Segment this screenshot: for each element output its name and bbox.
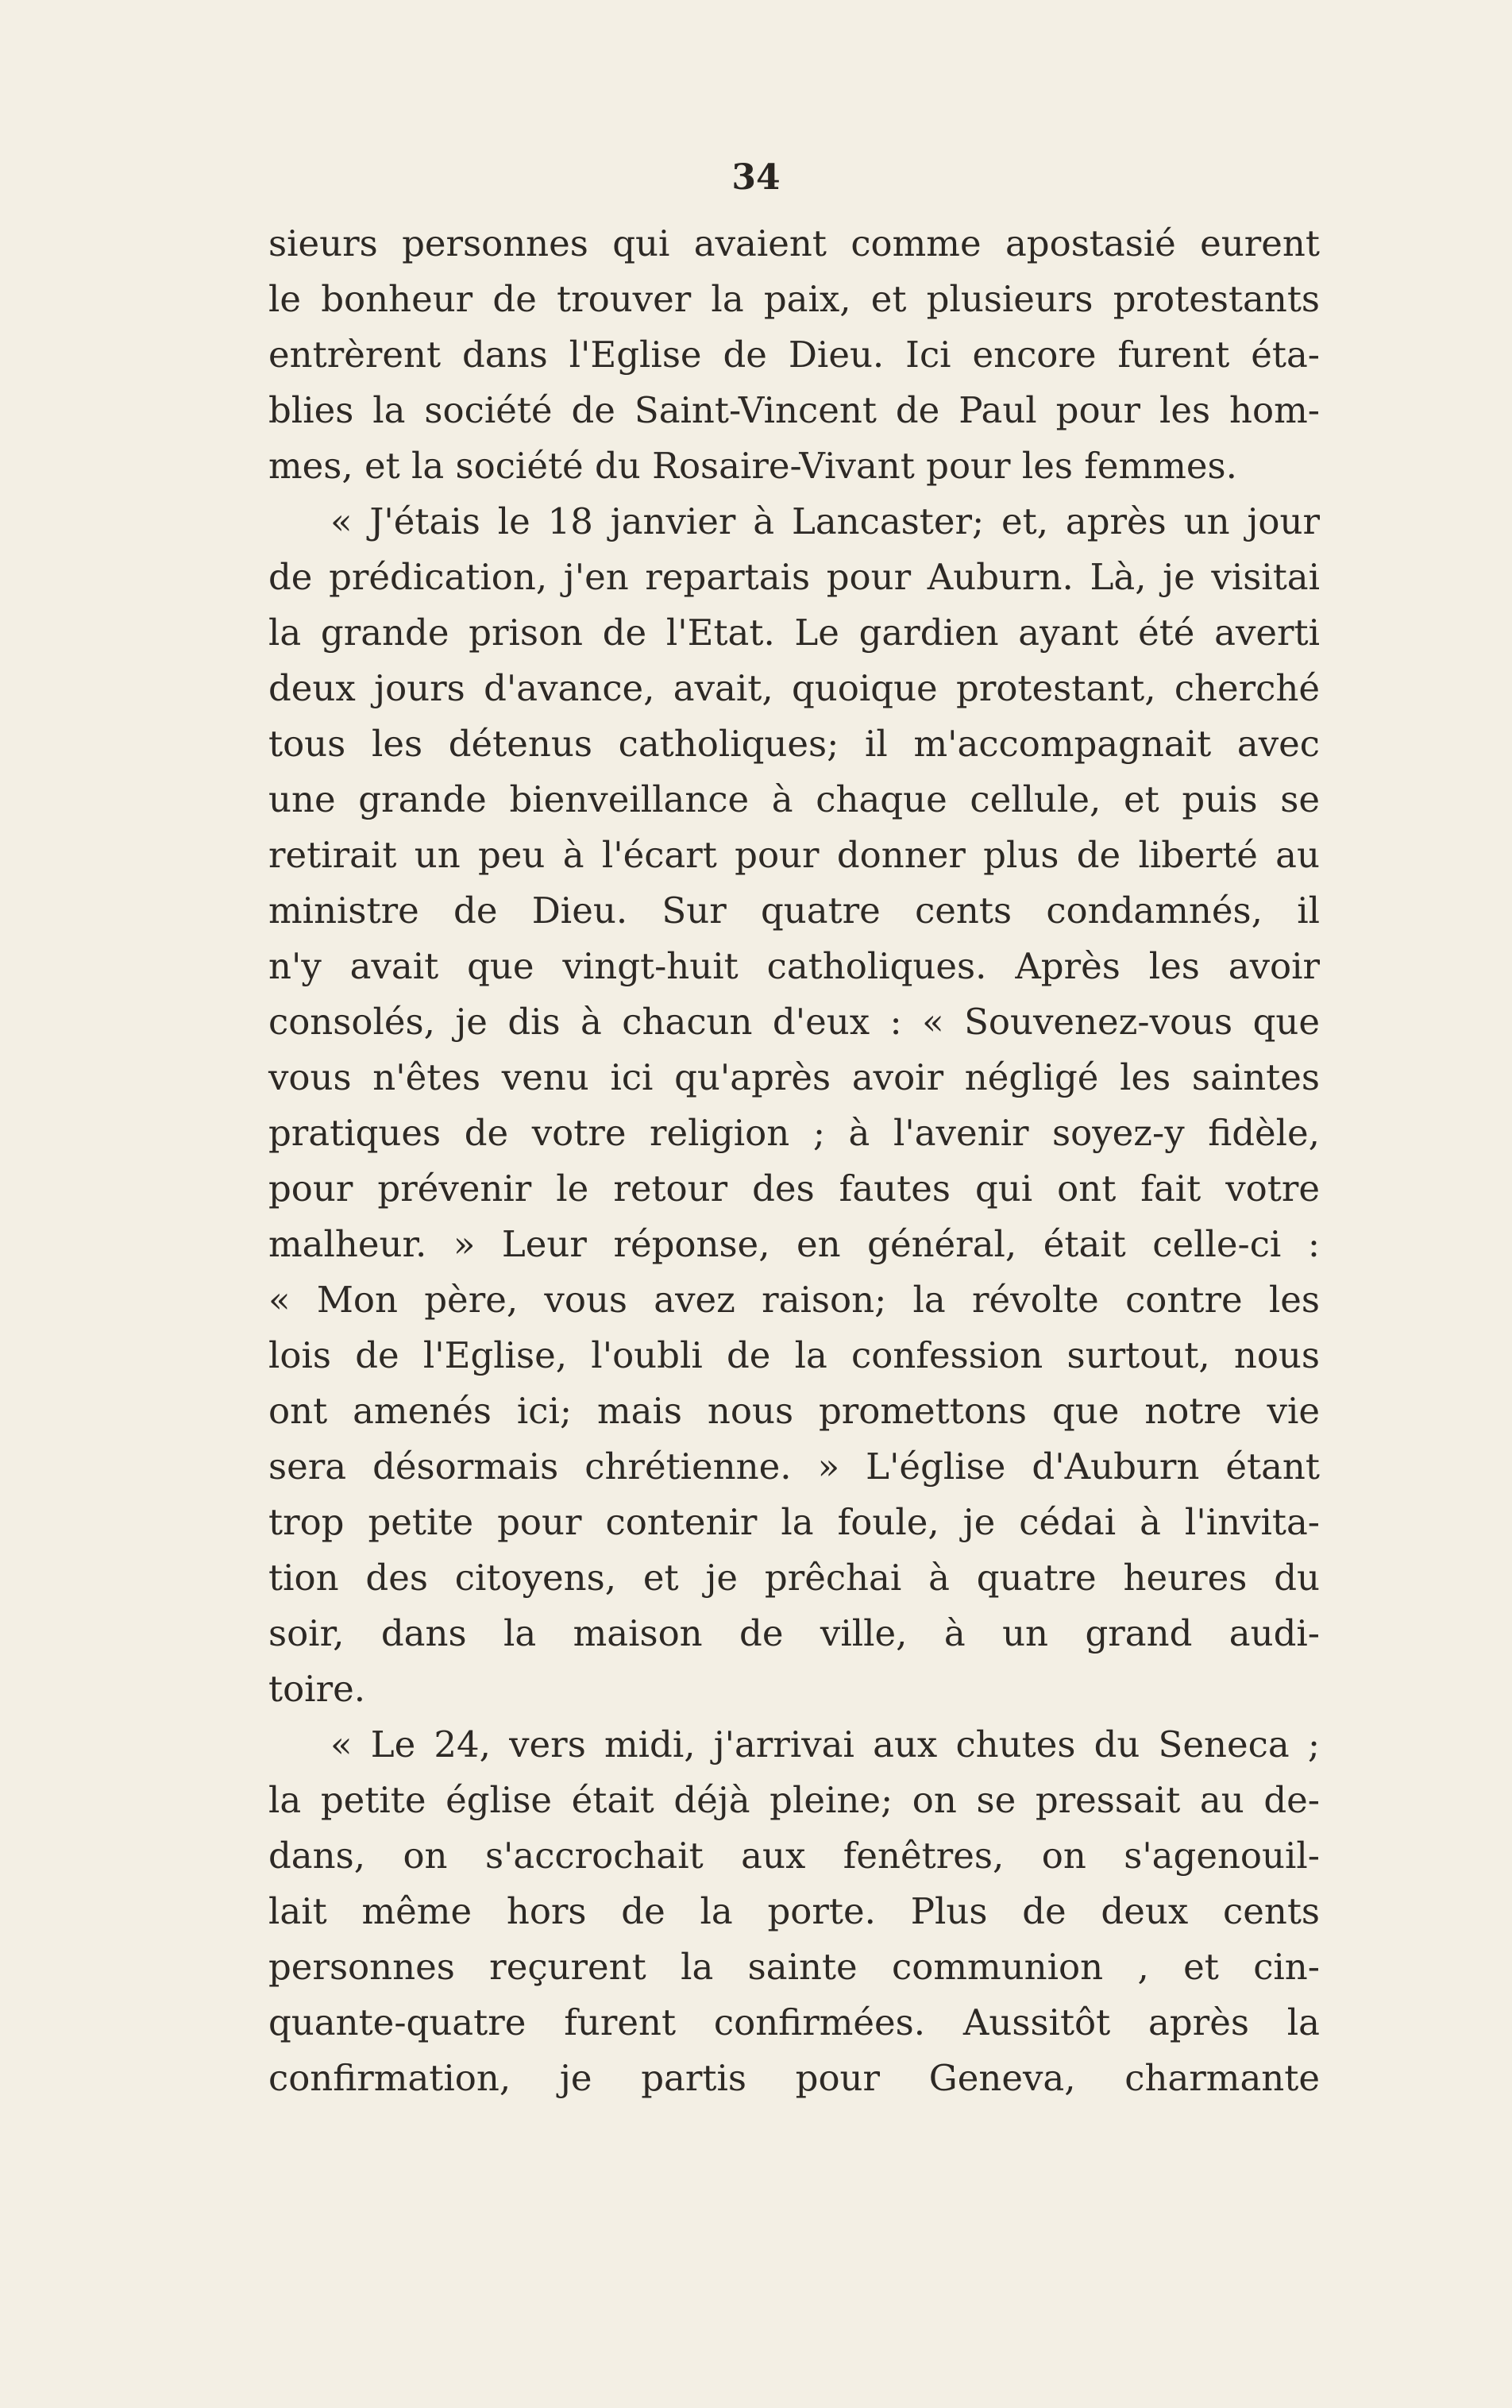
text-line: sieurs personnes qui avaient comme apostasié eurent (268, 222, 1320, 264)
text-line: de prédication, j'en repartais pour Auburn. Là, je visitai (268, 556, 1320, 598)
text-line: lois de l'Eglise, l'oubli de la confession surtout, nous (268, 1334, 1320, 1376)
text-line: entrèrent dans l'Eglise de Dieu. Ici encore furent éta- (268, 334, 1320, 376)
text-line: une grande bienveillance à chaque cellule, et puis se (268, 778, 1320, 820)
text-line: n'y avait que vingt-huit catholiques. Après les avoir (268, 945, 1320, 987)
text-line: tion des citoyens, et je prêchai à quatre heures du (268, 1557, 1320, 1599)
text-line: confirmation, je partis pour Geneva, charmante (268, 2057, 1320, 2099)
paragraph-start-line: « J'étais le 18 janvier à Lancaster; et, après un jour (330, 500, 1320, 542)
text-line: retirait un peu à l'écart pour donner plus de liberté au (268, 834, 1320, 876)
text-line: toire. (268, 1668, 366, 1710)
text-line: soir, dans la maison de ville, à un grand audi- (268, 1612, 1320, 1654)
text-line: le bonheur de trouver la paix, et plusieurs protestants (268, 278, 1320, 320)
text-line: sera désormais chrétienne. » L'église d'Auburn étant (268, 1445, 1320, 1488)
paragraph-start-line: « Le 24, vers midi, j'arrivai aux chutes du Seneca ; (330, 1723, 1320, 1765)
text-line: dans, on s'accrochait aux fenêtres, on s'agenouil- (268, 1835, 1320, 1877)
text-line: deux jours d'avance, avait, quoique protestant, cherché (268, 667, 1320, 709)
text-line: ont amenés ici; mais nous promettons que notre vie (268, 1390, 1320, 1432)
text-line: « Mon père, vous avez raison; la révolte contre les (268, 1279, 1320, 1321)
text-line: ministre de Dieu. Sur quatre cents condamnés, il (268, 889, 1320, 932)
text-line: pour prévenir le retour des fautes qui ont fait votre (268, 1167, 1320, 1210)
text-line: lait même hors de la porte. Plus de deux cents (268, 1890, 1320, 1932)
text-line: quante-quatre furent confirmées. Aussitôt après la (268, 2001, 1320, 2043)
text-line: malheur. » Leur réponse, en général, était celle-ci : (268, 1223, 1320, 1265)
page-number: 34 (731, 157, 781, 198)
text-line: pratiques de votre religion ; à l'avenir soyez-y fidèle, (268, 1112, 1320, 1154)
text-line: la grande prison de l'Etat. Le gardien ayant été averti (268, 612, 1320, 654)
text-line: tous les détenus catholiques; il m'accompagnait avec (268, 723, 1320, 765)
text-line: la petite église était déjà pleine; on se pressait au de- (268, 1779, 1320, 1821)
text-line: vous n'êtes venu ici qu'après avoir négligé les saintes (268, 1056, 1320, 1098)
text-line: trop petite pour contenir la foule, je cédai à l'invita- (268, 1501, 1320, 1543)
text-line: personnes reçurent la sainte communion , et cin- (268, 1946, 1320, 1988)
body-text (268, 216, 1320, 2106)
text-line: blies la société de Saint-Vincent de Paul pour les hom- (268, 389, 1320, 431)
text-line: mes, et la société du Rosaire-Vivant pour les femmes. (268, 445, 1237, 487)
text-line: consolés, je dis à chacun d'eux : « Souvenez-vous que (268, 1001, 1320, 1043)
